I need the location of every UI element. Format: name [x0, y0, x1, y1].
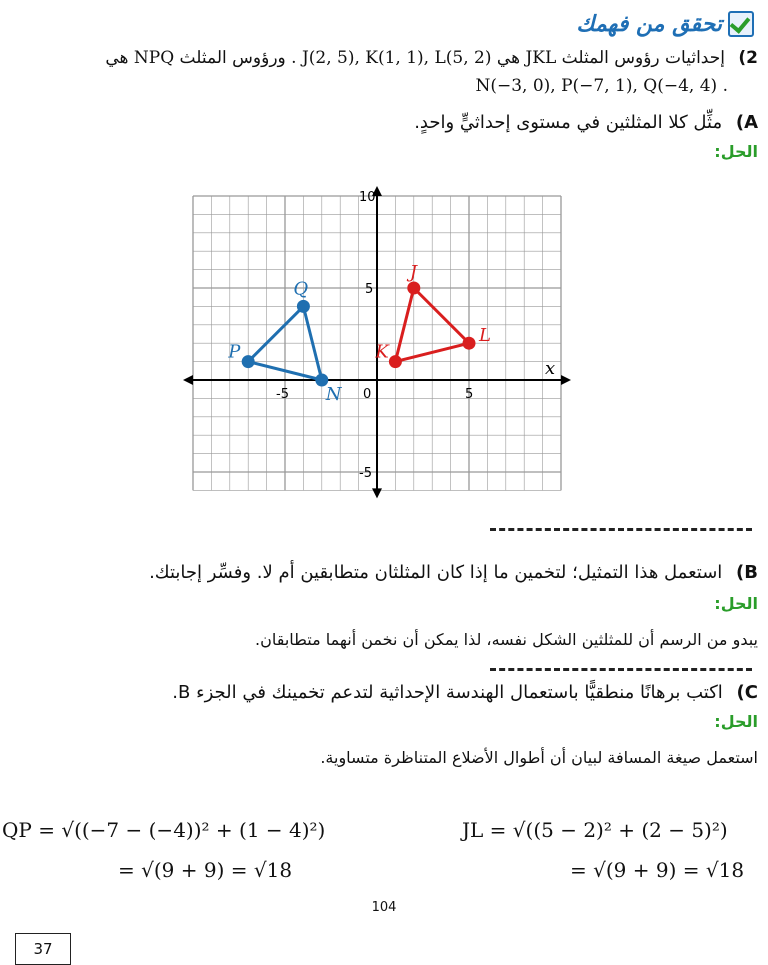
- part-b-text: استعمل هذا التمثيل؛ لتخمين ما إذا كان المثلثان متطابقين أم لا. وفسِّر إجابتك.: [149, 562, 723, 583]
- point-label-p: P: [228, 341, 241, 363]
- equation-qp-2: = √(9 + 9) = √18: [118, 858, 293, 882]
- checkbox-icon: [728, 11, 754, 37]
- question-line-1: [8, 48, 758, 68]
- point-label-k: K: [375, 341, 389, 363]
- page-number: 104: [371, 900, 397, 915]
- x-axis-arrow-left-icon: [183, 375, 193, 385]
- tick-label-y-10: 10: [359, 190, 376, 205]
- question-line-2: . N(−3, 0), P(−7, 1), Q(−4, 4): [475, 76, 728, 96]
- part-b-answer: يبدو من الرسم أن للمثلثين الشكل نفسه، لذا يمكن أن نخمن أنهما متطابقان.: [255, 630, 758, 649]
- separator-dashes: [490, 668, 752, 671]
- part-b-solution-label: الحل:: [714, 594, 758, 613]
- tick-label-y-5: 5: [365, 282, 374, 297]
- part-c-answer: استعمل صيغة المسافة لبيان أن أطوال الأضلاع المتناظرة متساوية.: [320, 748, 758, 767]
- part-a-prompt: [18, 112, 758, 133]
- question-number: 2): [738, 48, 758, 68]
- point-q: [297, 300, 310, 313]
- point-k: [389, 355, 402, 368]
- tick-label-origin: 0: [363, 387, 372, 402]
- separator-dashes: [490, 528, 752, 531]
- section-title: تحقق من فهمك: [576, 11, 722, 37]
- part-c-text: اكتب برهانًا منطقيًّا باستعمال الهندسة الإحداثية لتدعم تخمينك في الجزء B.: [172, 682, 723, 703]
- x-axis-label: x: [545, 358, 556, 379]
- part-a-text: مثِّل كلا المثلثين في مستوى إحداثيٍّ واحدٍ.: [414, 112, 723, 133]
- part-c-label: C): [736, 682, 758, 703]
- coordinate-graph: [170, 180, 590, 512]
- tick-label-y-neg5: -5: [359, 466, 372, 481]
- point-label-j: J: [409, 262, 418, 283]
- tick-label-x-5: 5: [465, 387, 474, 402]
- point-j: [407, 282, 420, 295]
- part-a-label: A): [735, 112, 758, 133]
- part-a-solution-label: الحل:: [714, 142, 758, 161]
- question-text: إحداثيات رؤوس المثلث JKL هي J(2, 5), K(1, 1), L(5, 2) . ورؤوس المثلث NPQ هي: [105, 48, 725, 68]
- point-label-l: L: [479, 325, 491, 347]
- equation-jl-2: = √(9 + 9) = √18: [570, 858, 745, 882]
- point-label-q: Q: [293, 278, 309, 300]
- part-c-prompt: [18, 682, 758, 703]
- point-p: [242, 355, 255, 368]
- section-header: [576, 6, 754, 42]
- part-b-prompt: [18, 562, 758, 583]
- part-b-label: B): [736, 562, 758, 583]
- point-label-n: N: [325, 384, 342, 405]
- page-box-number: 37: [15, 933, 71, 965]
- tick-label-x-neg5: -5: [276, 387, 289, 402]
- point-l: [463, 337, 476, 350]
- equation-qp-1: QP = √((−7 − (−4))² + (1 − 4)²): [2, 818, 326, 842]
- y-axis-arrow-down-icon: [372, 488, 382, 498]
- x-axis-arrow-right-icon: [561, 375, 571, 385]
- equation-jl-1: JL = √((5 − 2)² + (2 − 5)²): [462, 818, 728, 842]
- part-c-solution-label: الحل:: [714, 712, 758, 731]
